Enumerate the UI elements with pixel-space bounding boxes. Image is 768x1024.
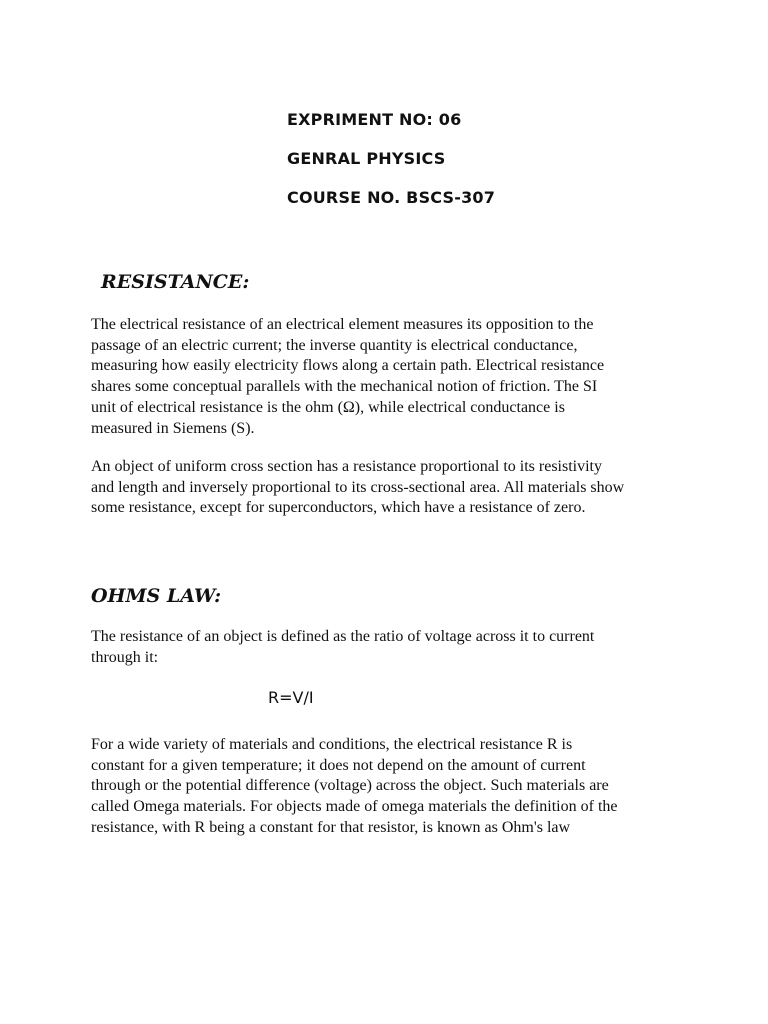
text-line: called Omega materials. For objects made of omega materials the definition of the	[91, 798, 618, 816]
text-line: measured in Siemens (S).	[91, 419, 255, 437]
text-line: An object of uniform cross section has a resistance proportional to its resistivity	[91, 458, 602, 475]
text-line: through it:	[91, 648, 159, 666]
course-number: COURSE NO. BSCS-307	[287, 188, 496, 207]
document-header	[287, 110, 495, 227]
text-line: The electrical resistance of an electrical element measures its opposition to the	[91, 316, 594, 333]
text-line: some resistance, except for superconductors, which have a resistance of zero.	[91, 499, 586, 517]
text-line: measuring how easily electricity flows along a certain path. Electrical resistance	[91, 357, 605, 375]
text-line: The resistance of an object is defined as the ratio of voltage across it to current	[91, 628, 595, 645]
resistance-paragraph-2	[91, 457, 691, 519]
text-line: For a wide variety of materials and conditions, the electrical resistance R is	[91, 736, 573, 753]
resistance-heading: RESISTANCE:	[101, 271, 250, 293]
text-line: through or the potential difference (voltage) across the object. Such materials are	[91, 777, 609, 795]
experiment-number: EXPRIMENT NO: 06	[287, 110, 462, 129]
text-line: resistance, with R being a constant for that resistor, is known as Ohm's law	[91, 818, 571, 836]
text-line: and length and inversely proportional to its cross-sectional area. All materials show	[91, 478, 625, 496]
text-line: passage of an electric current; the inverse quantity is electrical conductance,	[91, 336, 578, 354]
text-line: constant for a given temperature; it does not depend on the amount of current	[91, 756, 586, 774]
ohms-law-heading: OHMS LAW:	[91, 585, 222, 607]
text-line: shares some conceptual parallels with the mechanical notion of friction. The SI	[91, 378, 598, 396]
ohms-law-paragraph-1	[91, 627, 691, 668]
subject-title: GENRAL PHYSICS	[287, 149, 446, 168]
resistance-paragraph-1	[91, 315, 691, 439]
ohms-law-formula: R=V/I	[268, 688, 314, 707]
text-line: unit of electrical resistance is the ohm (Ω), while electrical conductance is	[91, 398, 565, 416]
ohms-law-paragraph-2	[91, 735, 691, 839]
